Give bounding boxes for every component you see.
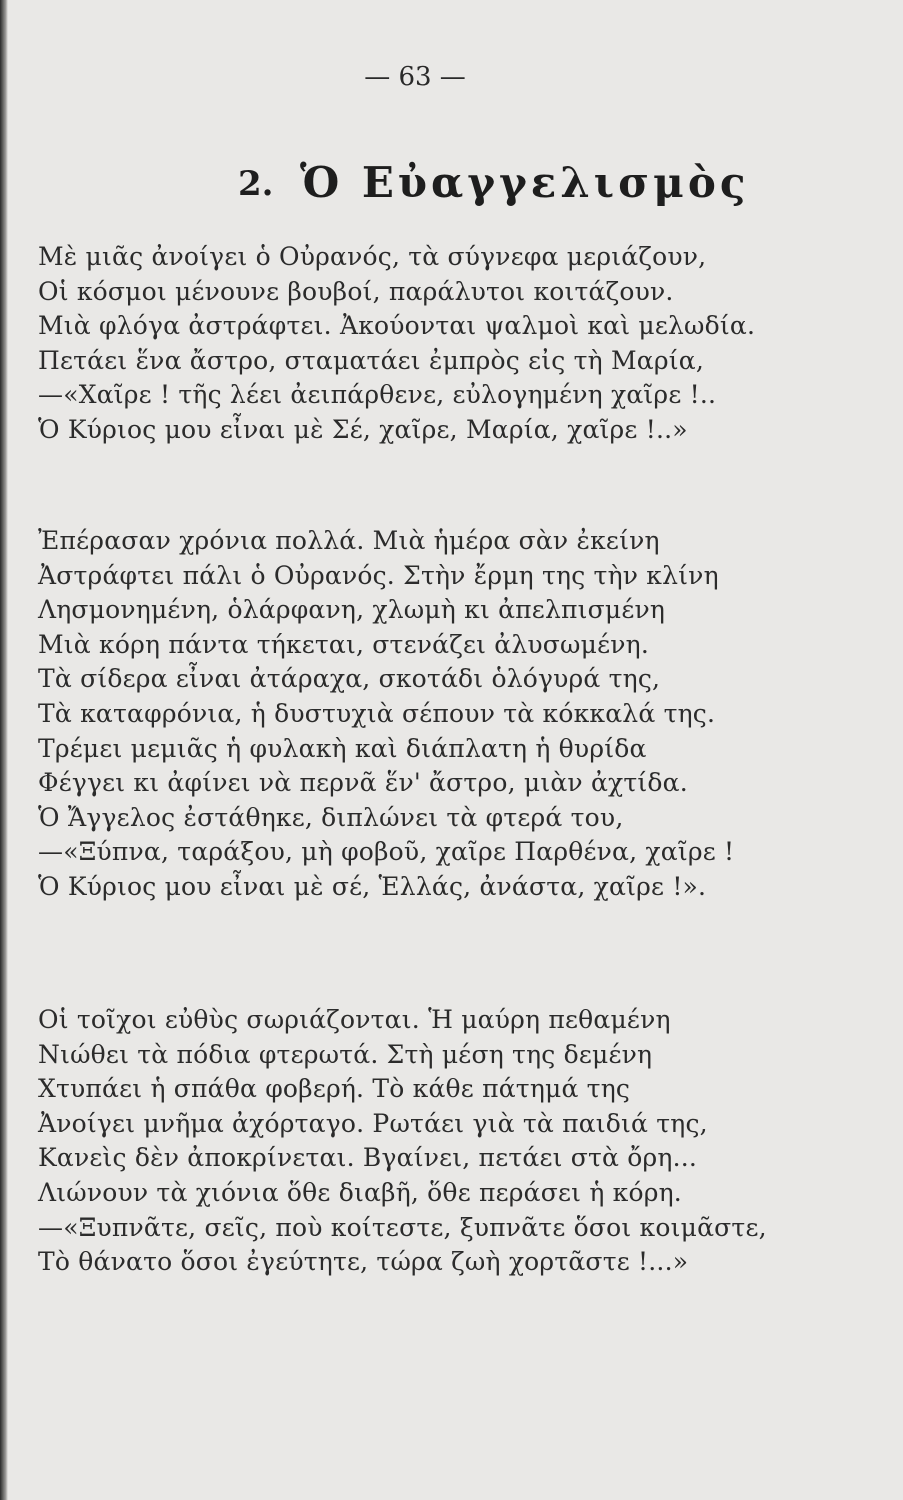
verse-line: —«Χαῖρε ! τῆς λέει ἀειπάρθενε, εὐλογημένη χαῖρε !.. bbox=[38, 380, 717, 410]
verse-line: Μιὰ κόρη πάντα τήκεται, στενάζει ἀλυσωμένη. bbox=[38, 629, 649, 659]
verse-line: —«Ξύπνα, ταράξου, μὴ φοβοῦ, χαῖρε Παρθένα, χαῖρε ! bbox=[38, 837, 735, 867]
verse-line: Οἱ κόσμοι μένουνε βουβοί, παράλυτοι κοιτάζουν. bbox=[38, 276, 674, 306]
stanza-2 bbox=[38, 524, 838, 905]
stanza-3 bbox=[38, 1003, 838, 1280]
page-binding-shadow bbox=[0, 0, 8, 1500]
verse-line: Οἱ τοῖχοι εὐθὺς σωριάζονται. Ἡ μαύρη πεθαμένη bbox=[38, 1005, 671, 1034]
verse-line: Ἀστράφτει πάλι ὁ Οὐρανός. Στὴν ἔρμη της τὴν κλίνη bbox=[38, 560, 719, 590]
stanza-1 bbox=[38, 240, 838, 448]
verse-line: Ὁ Ἄγγελος ἐστάθηκε, διπλώνει τὰ φτερά του, bbox=[38, 802, 624, 832]
poem-number: 2. bbox=[238, 164, 274, 204]
verse-line: Μὲ μιᾶς ἀνοίγει ὁ Οὐρανός, τὰ σύγνεφα μεριάζουν, bbox=[38, 242, 707, 271]
verse-line: Νιώθει τὰ πόδια φτερωτά. Στὴ μέση της δεμένη bbox=[38, 1039, 653, 1069]
verse-line: Ὁ Κύριος μου εἶναι μὲ σέ, Ἑλλάς, ἀνάστα, χαῖρε !». bbox=[38, 871, 707, 901]
verse-line: Ἐπέρασαν χρόνια πολλά. Μιὰ ἡμέρα σὰν ἐκείνη bbox=[38, 526, 660, 555]
poem-title: Ὁ Εὐαγγελισμὸς bbox=[300, 158, 750, 207]
verse-line: Τὰ καταφρόνια, ἡ δυστυχιὰ σέπουν τὰ κόκκαλά της. bbox=[38, 698, 716, 728]
verse-line: —«Ξυπνᾶτε, σεῖς, ποὺ κοίτεστε, ξυπνᾶτε ὅσοι κοιμᾶστε, bbox=[38, 1212, 767, 1242]
verse-line: Ὁ Κύριος μου εἶναι μὲ Σέ, χαῖρε, Μαρία, χαῖρε !..» bbox=[38, 414, 688, 444]
verse-line: Τρέμει μεμιᾶς ἡ φυλακὴ καὶ διάπλατη ἡ θυρίδα bbox=[38, 733, 647, 763]
page-number: — 63 — bbox=[364, 62, 466, 92]
verse-line: Χτυπάει ἡ σπάθα φοβερή. Τὸ κάθε πάτημά της bbox=[38, 1074, 631, 1104]
verse-line: Λησμονημένη, ὁλάρφανη, χλωμὴ κι ἀπελπισμένη bbox=[38, 595, 666, 625]
verse-line: Λιώνουν τὰ χιόνια ὅθε διαβῆ, ὅθε περάσει ἡ κόρη. bbox=[38, 1177, 682, 1207]
verse-line: Πετάει ἕνα ἄστρο, σταματάει ἐμπρὸς εἰς τὴ Μαρία, bbox=[38, 345, 705, 375]
poem-heading bbox=[238, 158, 750, 218]
verse-line: Μιὰ φλόγα ἀστράφτει. Ἀκούονται ψαλμοὶ καὶ μελωδία. bbox=[38, 311, 756, 341]
verse-line: Τὰ σίδερα εἶναι ἀτάραχα, σκοτάδι ὁλόγυρά της, bbox=[38, 664, 661, 694]
verse-line: Κανεὶς δὲν ἀποκρίνεται. Βγαίνει, πετάει στὰ ὄρη... bbox=[38, 1143, 698, 1173]
verse-line: Ἀνοίγει μνῆμα ἀχόρταγο. Ρωτάει γιὰ τὰ παιδιά της, bbox=[38, 1108, 708, 1138]
verse-line: Φέγγει κι ἀφίνει νὰ περνᾶ ἕν' ἄστρο, μιὰν ἀχτίδα. bbox=[38, 768, 688, 798]
verse-line: Τὸ θάνατο ὅσοι ἐγεύτητε, τώρα ζωὴ χορτᾶστε !...» bbox=[38, 1247, 689, 1277]
